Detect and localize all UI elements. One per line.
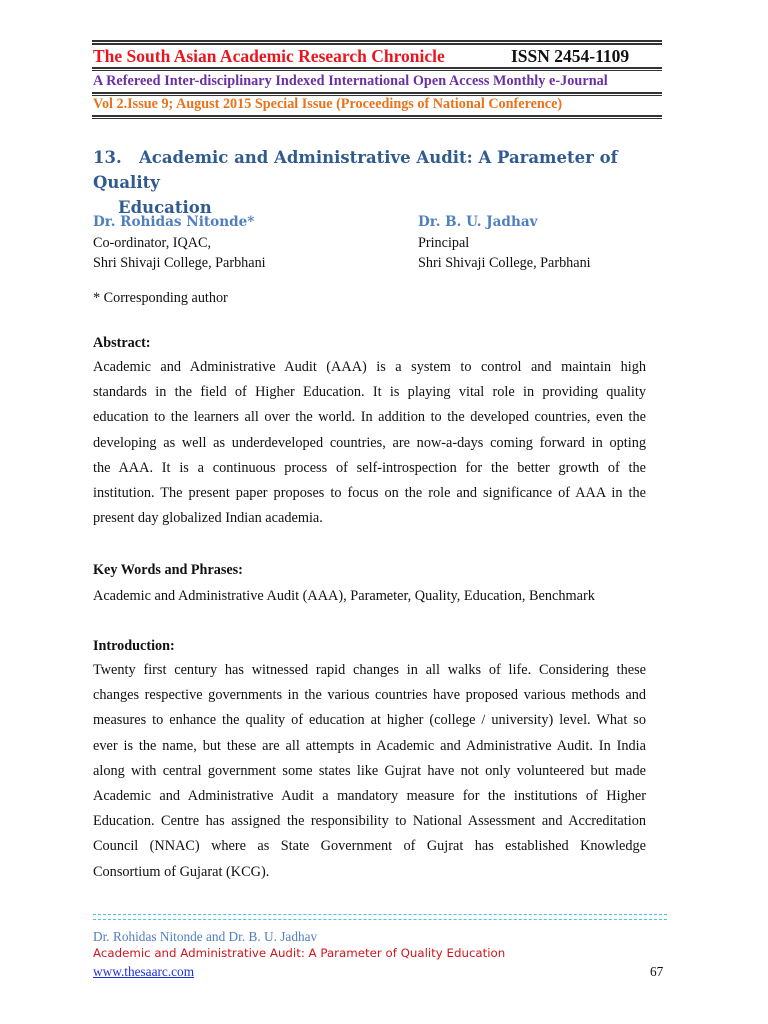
intro-line: Council (NNAC) where as State Government of Gujrat has established Knowledge	[93, 838, 646, 855]
header-rule-bottom	[92, 115, 662, 119]
article-title	[93, 145, 653, 220]
intro-line: Education. Centre has assigned the responsibility to National Assessment and Accreditation	[93, 813, 646, 830]
intro-line: Twenty first century has witnessed rapid changes in all walks of life. Considering these	[93, 662, 646, 678]
author-affiliation: Shri Shivaji College, Parbhani	[418, 255, 591, 271]
keywords-text	[93, 584, 646, 609]
author-role: Principal	[418, 235, 470, 251]
author-name: Dr. B. U. Jadhav	[418, 214, 538, 230]
intro-line: measures to enhance the quality of education at higher (college / university) level. What so	[93, 712, 646, 729]
abstract-heading: Abstract:	[93, 335, 151, 351]
header-rule-2	[92, 67, 662, 71]
abstract-line: the AAA. It is a continuous process of self-introspection for the better growth of the	[93, 459, 646, 476]
article-number: 13.	[93, 148, 122, 167]
website-link[interactable]: www.thesaarc.com	[93, 964, 195, 979]
abstract-line: developing as well as underdeveloped countries, are now-a-days coming forward in opting	[93, 434, 646, 451]
intro-line: Academic and Administrative Audit a mandatory measure for the institutions of Higher	[93, 788, 646, 805]
intro-line: along with central government some states like Gujrat have not only volunteered but made	[93, 762, 646, 779]
author-affiliation: Shri Shivaji College, Parbhani	[93, 255, 266, 271]
corresponding-author-note: * Corresponding author	[93, 290, 228, 306]
abstract-line: education to the learners all over the world. In addition to the developed countries, even the	[93, 409, 646, 426]
intro-line: ever is the name, but these are all attempts in Academic and Administrative Audit. In India	[93, 737, 646, 754]
introduction-text	[93, 658, 646, 885]
issn: ISSN 2454-1109	[511, 46, 630, 66]
journal-subtitle: A Refereed Inter-disciplinary Indexed International Open Access Monthly e-Journal	[93, 73, 608, 89]
intro-line: changes respective governments in the various countries have proposed various methods and	[93, 687, 646, 704]
footer-article-title: Academic and Administrative Audit: A Parameter of Quality Education	[93, 946, 506, 960]
volume-issue: Vol 2.Issue 9; August 2015 Special Issue (Proceedings of National Conference)	[93, 96, 563, 112]
intro-line: Consortium of Gujarat (KCG).	[93, 863, 270, 880]
abstract-line: standards in the field of Higher Education. It is playing vital role in providing quality	[93, 384, 646, 401]
keywords-line: Academic and Administrative Audit (AAA), Parameter, Quality, Education, Benchmark	[93, 588, 595, 604]
author-name: Dr. Rohidas Nitonde*	[93, 214, 255, 230]
introduction-heading: Introduction:	[93, 638, 175, 654]
author-2	[418, 212, 591, 273]
page-number: 67	[650, 964, 664, 979]
abstract-line: institution. The present paper proposes to focus on the role and significance of AAA in the	[93, 485, 646, 502]
author-1	[93, 212, 266, 273]
article-title-line2: Education	[118, 198, 212, 217]
abstract-text	[93, 355, 646, 531]
journal-title: The South Asian Academic Research Chronicle	[93, 46, 445, 66]
abstract-line: present day globalized Indian academia.	[93, 510, 323, 527]
header-rule-top	[92, 40, 662, 45]
article-title-line1: Academic and Administrative Audit: A Parameter of Quality	[93, 148, 618, 192]
keywords-heading: Key Words and Phrases:	[93, 562, 243, 578]
abstract-line: Academic and Administrative Audit (AAA) is a system to control and maintain high	[93, 359, 646, 375]
footer-authors: Dr. Rohidas Nitonde and Dr. B. U. Jadhav	[93, 929, 318, 944]
author-role: Co-ordinator, IQAC,	[93, 235, 212, 251]
footer-divider	[93, 914, 667, 920]
